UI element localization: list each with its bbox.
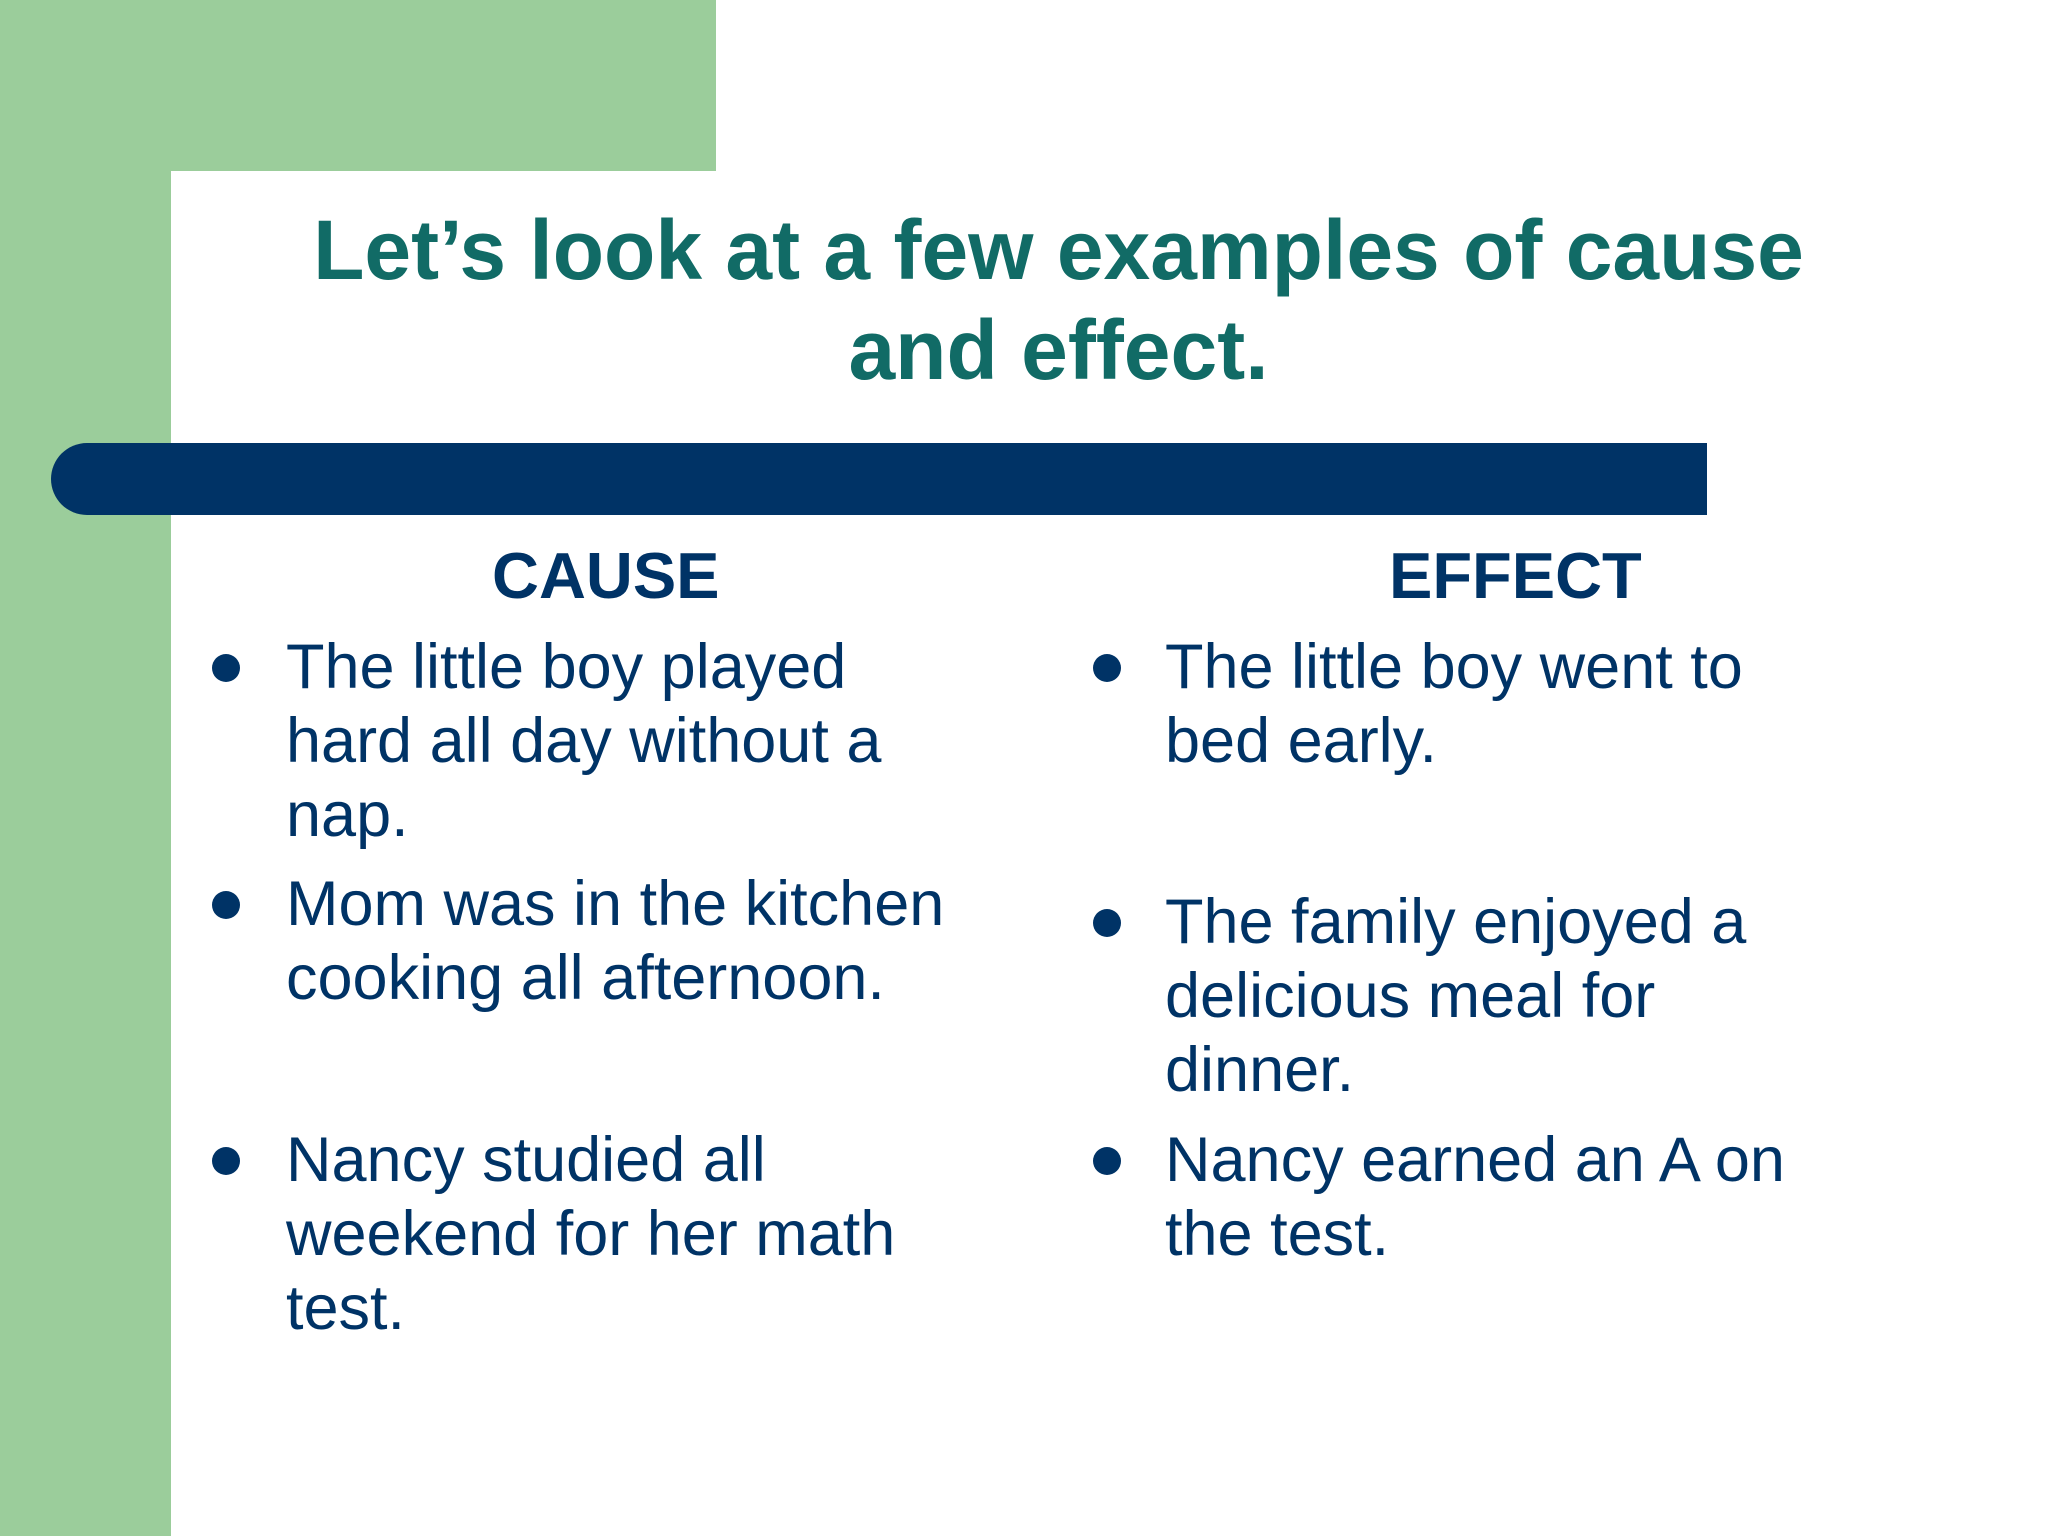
cause-item-3-text	[286, 1123, 895, 1345]
bullet-icon	[212, 891, 240, 919]
effect-item-2-line-3: dinner.	[1165, 1035, 1355, 1105]
slide-title-line-2: and effect.	[848, 303, 1269, 397]
cause-item-2-line-1: Mom was in the kitchen	[286, 869, 945, 939]
slide-title	[171, 200, 1946, 400]
cause-item-1-line-3: nap.	[286, 780, 409, 850]
green-left-band	[0, 0, 171, 1536]
title-divider-bar	[51, 443, 1707, 515]
bullet-icon	[212, 654, 240, 682]
effect-item-3-line-1: Nancy earned an A on	[1165, 1125, 1785, 1195]
cause-item-1-line-1: The little boy played	[286, 632, 847, 702]
bullet-icon	[212, 1147, 240, 1175]
cause-item-2-text	[286, 867, 944, 1015]
slide-title-line-1: Let’s look at a few examples of cause	[313, 203, 1804, 297]
cause-item-3-line-1: Nancy studied all	[286, 1125, 766, 1195]
effect-item-2-text	[1165, 885, 1746, 1107]
cause-item-3-line-2: weekend for her math	[286, 1199, 896, 1269]
effect-item-3-line-2: the test.	[1165, 1199, 1390, 1269]
cause-header: CAUSE	[492, 539, 720, 612]
effect-item-2-line-2: delicious meal for	[1165, 961, 1656, 1031]
effect-item-2-line-1: The family enjoyed a	[1165, 887, 1747, 957]
cause-item-2-line-2: cooking all afternoon.	[286, 943, 885, 1013]
bullet-icon	[1093, 654, 1121, 682]
effect-item-1-line-2: bed early.	[1165, 706, 1437, 776]
bullet-icon	[1093, 909, 1121, 937]
cause-item-3-line-3: test.	[286, 1273, 406, 1343]
bullet-icon	[1093, 1147, 1121, 1175]
effect-header: EFFECT	[1389, 539, 1642, 612]
cause-item-1-line-2: hard all day without a	[286, 706, 882, 776]
effect-item-1-line-1: The little boy went to	[1165, 632, 1743, 702]
effect-item-3-text	[1165, 1123, 1785, 1271]
cause-item-1-text	[286, 630, 881, 852]
effect-item-1-text	[1165, 630, 1743, 778]
